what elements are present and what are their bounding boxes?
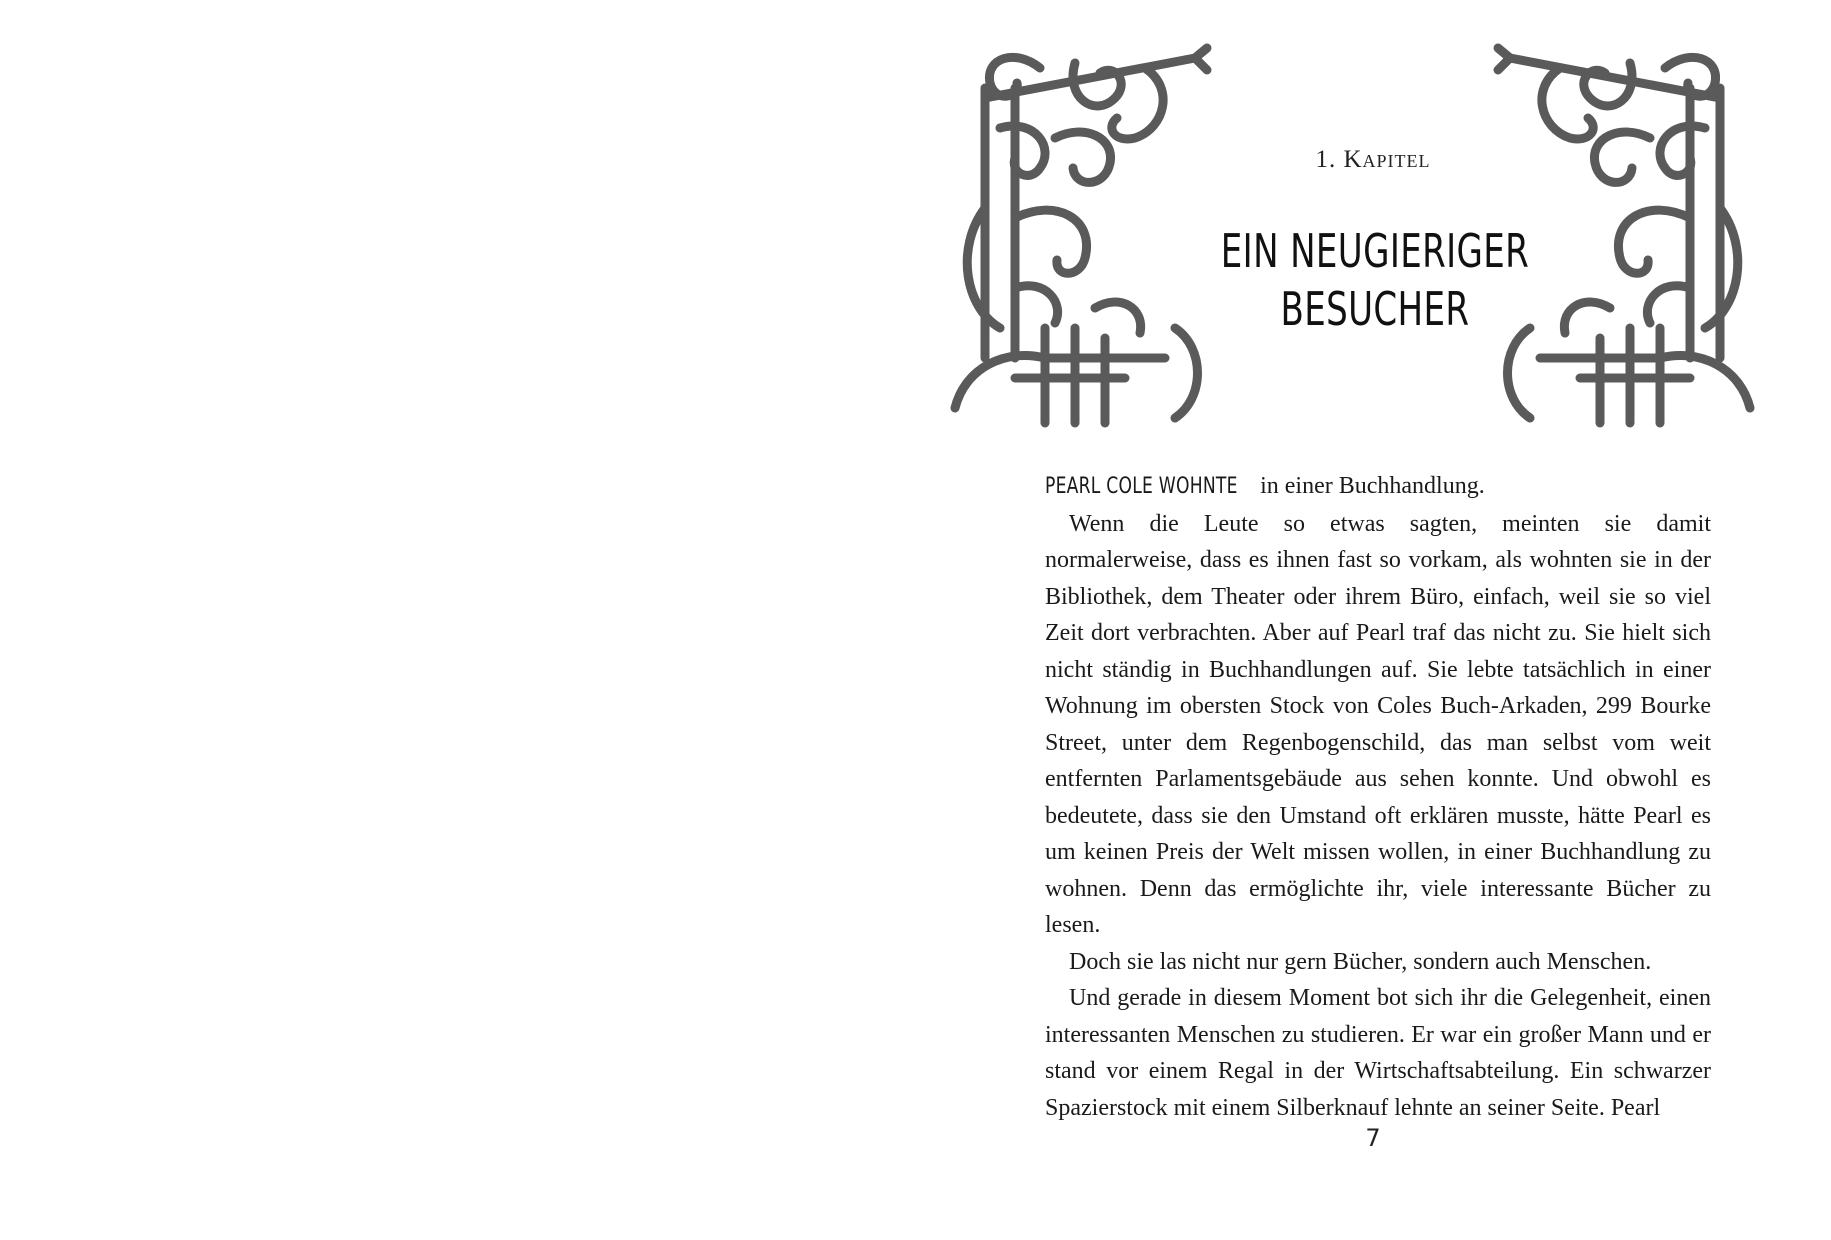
paragraph-text: in einer Buchhandlung. — [1254, 473, 1485, 499]
paragraph: Doch sie las nicht nur gern Bücher, sondern auch Menschen. — [1069, 948, 1652, 975]
chapter-title-line-2: BESUCHER — [1280, 282, 1470, 336]
chapter-body — [1045, 468, 1711, 1126]
chapter-number: 1. Kapitel — [1315, 146, 1431, 173]
chapter-title-line-1: EIN NEUGIERIGER — [1220, 224, 1530, 278]
right-page — [915, 0, 1831, 1240]
left-page-blank — [0, 0, 915, 1240]
paragraph — [1045, 468, 1711, 506]
paragraph: Und gerade in diesem Moment bot sich ihr die Gelegenheit, einen interessanten Menschen zu studieren. Er war ein großer Mann und er stand vor einem Regal in der Wirtschaftsabteilung. Ein schwarzer Spazierstock mit einem Silberknauf lehnte an seiner Seite. Pearl — [1045, 985, 1711, 1121]
paragraph: Wenn die Leute so etwas sagten, meinten sie damit normalerweise, dass es ihnen fast so vorkam, als wohnten sie in der Bibliothek, dem Theater oder ihrem Büro, einfach, weil sie so viel Zeit dort verbrachten. Aber auf Pearl traf das nicht zu. Sie hielt sich nicht ständig in Buchhandlungen auf. Sie lebte tatsächlich in einer Wohnung im obersten Stock von Coles Buch-Arkaden, 299 Bourke Street, unter dem Regenbogenschild, das man selbst vom weit entfernten Parlamentsgebäude aus sehen konnte. Und obwohl es bedeutete, dass sie den Umstand oft erklären musste, hätte Pearl es um keinen Preis der Welt missen wollen, in einer Buchhandlung zu wohnen. Denn das ermöglichte ihr, viele interessante Bücher zu lesen. — [1045, 510, 1711, 938]
chapter-title — [1205, 222, 1545, 338]
lead-in: PEARL COLE WOHNTE — [1045, 474, 1238, 499]
page-number: 7 — [1365, 1124, 1381, 1152]
ornament-left-icon — [945, 28, 1215, 438]
